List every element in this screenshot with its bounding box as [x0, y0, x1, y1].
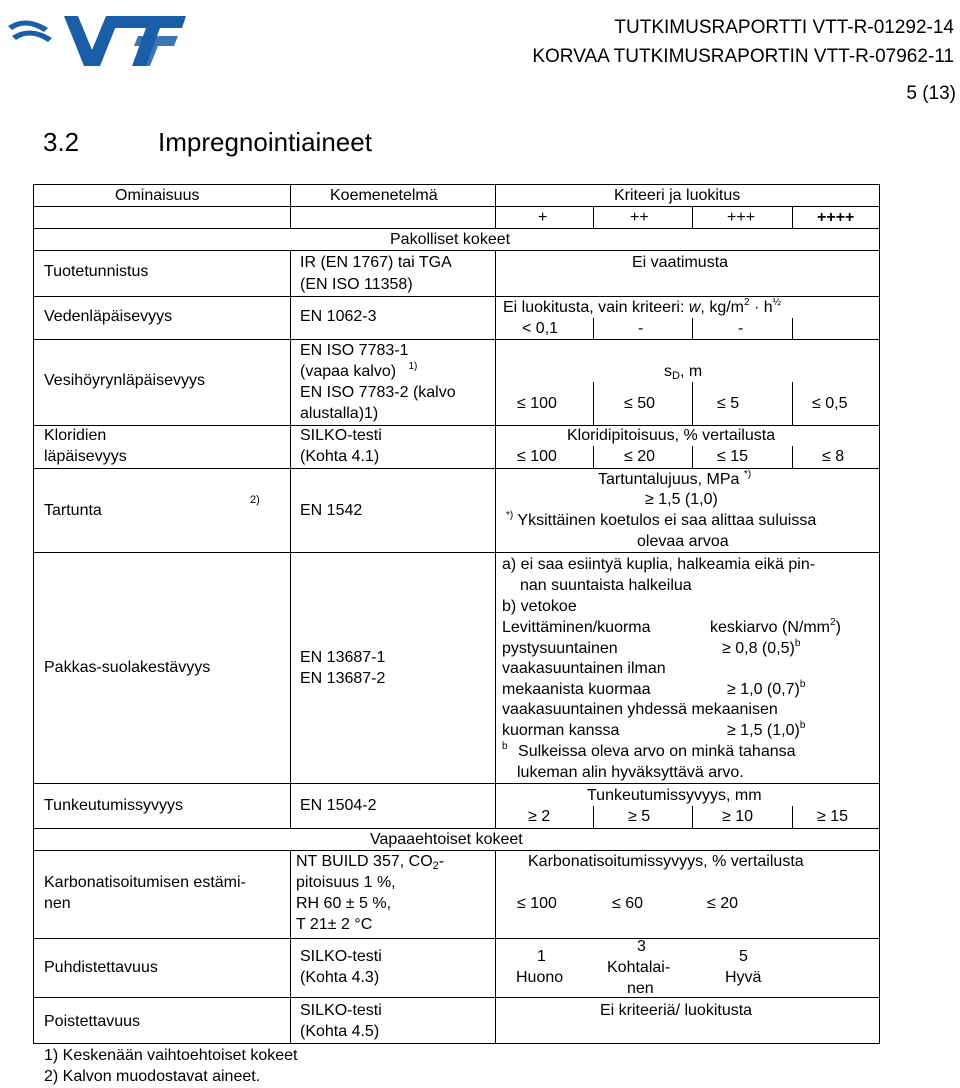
class-label: Huono [516, 969, 564, 986]
method-text: pitoisuus 1 %, [296, 874, 396, 891]
optional-tests-label: Vapaaehtoiset kokeet [370, 831, 523, 848]
class-value: ≤ 20 [707, 895, 739, 912]
method-text: alustalla)1) [300, 405, 379, 422]
method-vapaa: (vapaa kalvo) [300, 363, 397, 380]
footnote-1: 1) Keskenään vaihtoehtoiset kokeet [44, 1047, 298, 1064]
property-label: läpäisevyys [44, 448, 127, 465]
property-label: Karbonatisoitumisen estämi- [44, 874, 246, 891]
criteria-note-text: Yksittäinen koetulos ei saa alittaa suluissa [517, 512, 817, 529]
class-value: - [738, 320, 744, 337]
property-label: Tuotetunnistus [44, 263, 149, 280]
criteria-text: Ei vaatimusta [632, 254, 729, 271]
criteria-prefix: Ei luokitusta, vain kriteeri: [503, 299, 689, 316]
criteria-h-exponent: ½ [772, 297, 782, 308]
class-value: ≤ 8 [822, 448, 845, 465]
property-label: Pakkas-suolakestävyys [44, 659, 211, 676]
method-text: RH 60 ± 5 %, [296, 895, 392, 912]
method-dash: - [438, 853, 445, 870]
class-value: - [638, 320, 644, 337]
property-label: Vesihöyrynläpäisevyys [44, 372, 205, 389]
criteria-note: olevaa arvoa [637, 533, 729, 550]
footnote-2: 2) Kalvon muodostavat aineet. [44, 1068, 261, 1085]
class-value: ≥ 2 [528, 808, 551, 825]
criteria-text: b) vetokoe [502, 598, 577, 615]
class-value: ≤ 5 [717, 395, 740, 412]
criteria-h: · h [749, 299, 773, 316]
class-value: ≤ 0,5 [812, 395, 848, 412]
class-value: ≤ 100 [517, 448, 557, 465]
criteria-unit: , kg/m [700, 299, 744, 316]
criteria-text: Tunkeutumissyvyys, mm [587, 787, 762, 804]
footnote-ref: *) [506, 510, 514, 521]
replaces-report: KORVAA TUTKIMUSRAPORTIN VTT-R-07962-11 [532, 46, 954, 67]
method-text [296, 853, 444, 872]
class-label: Hyvä [725, 969, 762, 986]
horizontal-value: ≥ 1,0 (0,7) [727, 681, 800, 698]
vertical-value: ≥ 0,8 (0,5) [722, 640, 795, 657]
criteria-text [664, 363, 702, 382]
criteria-exponent: 2 [743, 297, 750, 308]
criteria-text: vaakasuuntainen ilman [502, 660, 666, 677]
criteria-symbol-w: w [688, 299, 701, 316]
criteria-value [727, 722, 805, 742]
criteria-text: vaakasuuntainen yhdessä mekaanisen [502, 701, 778, 718]
method-text: SILKO-testi [300, 1002, 382, 1019]
class-value: ≤ 15 [717, 448, 749, 465]
criteria-text [598, 471, 751, 491]
class-value: 3 [637, 938, 646, 955]
property-label: Tunkeutumissyvyys [44, 797, 183, 814]
criteria-s: s [664, 363, 672, 380]
page-number: 5 (13) [906, 83, 956, 104]
criteria-text: a) ei saa esiintyä kuplia, halkeamia eikä pin- [502, 556, 816, 573]
method-text: EN 1504-2 [300, 797, 377, 814]
method-text [300, 363, 417, 383]
sup-b: b [799, 720, 806, 731]
col-header-criteria: Kriteeri ja luokitus [614, 187, 741, 204]
criteria-label: Tartuntalujuus, MPa [598, 471, 740, 488]
class-value: 5 [739, 948, 748, 965]
class-header-1: + [538, 209, 548, 226]
criteria-text: Levittäminen/kuorma [502, 619, 651, 636]
criteria-text: kuorman kanssa [502, 722, 620, 739]
class-value: ≥ 15 [817, 808, 849, 825]
mandatory-tests-label: Pakolliset kokeet [390, 231, 511, 248]
criteria-text [503, 299, 781, 319]
vtt-logo [8, 6, 188, 70]
criteria-text: nan suuntaista halkeilua [520, 577, 692, 594]
class-value: ≤ 100 [517, 395, 557, 412]
criteria-text: Ei kriteeriä/ luokitusta [600, 1002, 753, 1019]
criteria-text: mekaanista kuormaa [502, 681, 651, 698]
criteria-sub: D [672, 370, 680, 382]
property-label: Kloridien [44, 427, 107, 444]
note-text: Sulkeissa oleva arvo on minkä tahansa [518, 743, 796, 760]
method-text: EN ISO 7783-1 [300, 342, 409, 359]
class-header-3: +++ [727, 209, 756, 226]
method-text: IR (EN 1767) tai TGA [300, 254, 452, 271]
class-value: 1 [537, 948, 546, 965]
criteria-text [710, 619, 841, 639]
method-nt-build: NT BUILD 357, CO [296, 853, 433, 870]
class-header-4: ++++ [817, 209, 855, 226]
footnote-ref: 2) [250, 494, 260, 506]
criteria-note [506, 512, 816, 532]
class-value: ≥ 10 [722, 808, 754, 825]
property-label: Vedenläpäisevyys [44, 308, 173, 325]
sup-b: b [502, 741, 508, 752]
class-value: ≥ 5 [628, 808, 651, 825]
sup-b: b [799, 679, 806, 690]
col-header-property: Ominaisuus [115, 187, 200, 204]
property-label: Puhdistettavuus [44, 959, 158, 976]
method-text: SILKO-testi [300, 948, 382, 965]
criteria-unit: , m [679, 363, 703, 380]
method-text: EN 13687-2 [300, 670, 386, 687]
criteria-text: Kloridipitoisuus, % vertailusta [567, 427, 776, 444]
property-label: nen [44, 895, 71, 912]
method-sub: 2 [432, 860, 439, 872]
sup-b: b [794, 638, 801, 649]
report-number: TUTKIMUSRAPORTTI VTT-R-01292-14 [614, 17, 954, 38]
criteria-value [727, 681, 805, 701]
criteria-note [502, 743, 796, 763]
method-text: EN 1062-3 [300, 308, 377, 325]
class-value: ≤ 60 [612, 895, 644, 912]
class-label: nen [627, 980, 654, 997]
footnote-ref: *) [743, 469, 752, 480]
class-value: ≤ 50 [624, 395, 656, 412]
criteria-value [722, 640, 800, 660]
class-value: < 0,1 [522, 320, 559, 337]
class-value: ≤ 20 [624, 448, 656, 465]
method-text: EN 1542 [300, 502, 363, 519]
class-header-2: ++ [630, 209, 649, 226]
property-label: Poistettavuus [44, 1013, 141, 1030]
method-text: EN 13687-1 [300, 649, 386, 666]
method-text: (Kohta 4.1) [300, 448, 380, 465]
method-text: EN ISO 7783-2 (kalvo [300, 384, 456, 401]
method-text: (Kohta 4.5) [300, 1023, 380, 1040]
mean-label: keskiarvo (N/mm [710, 619, 831, 636]
class-label: Kohtalai- [607, 959, 671, 976]
class-value: ≤ 100 [517, 895, 557, 912]
method-text: T 21± 2 °C [296, 916, 373, 933]
mechanical-value: ≥ 1,5 (1,0) [727, 722, 800, 739]
criteria-text: pystysuuntainen [502, 640, 618, 657]
criteria-value: ≥ 1,5 (1,0) [645, 491, 718, 508]
criteria-note: lukeman alin hyväksyttävä arvo. [517, 764, 744, 781]
property-label: Tartunta [44, 502, 102, 519]
method-text: (Kohta 4.3) [300, 969, 380, 986]
criteria-text: Karbonatisoitumissyvyys, % vertailusta [528, 853, 804, 870]
mean-exponent: 2 [830, 617, 836, 628]
mean-close: ) [835, 619, 841, 636]
method-text: SILKO-testi [300, 427, 382, 444]
section-number: 3.2 [43, 127, 80, 157]
method-text: (EN ISO 11358) [300, 276, 413, 293]
col-header-method: Koemenetelmä [330, 187, 438, 204]
footnote-ref: 1) [408, 361, 418, 372]
section-title: Impregnointiaineet [158, 127, 372, 157]
